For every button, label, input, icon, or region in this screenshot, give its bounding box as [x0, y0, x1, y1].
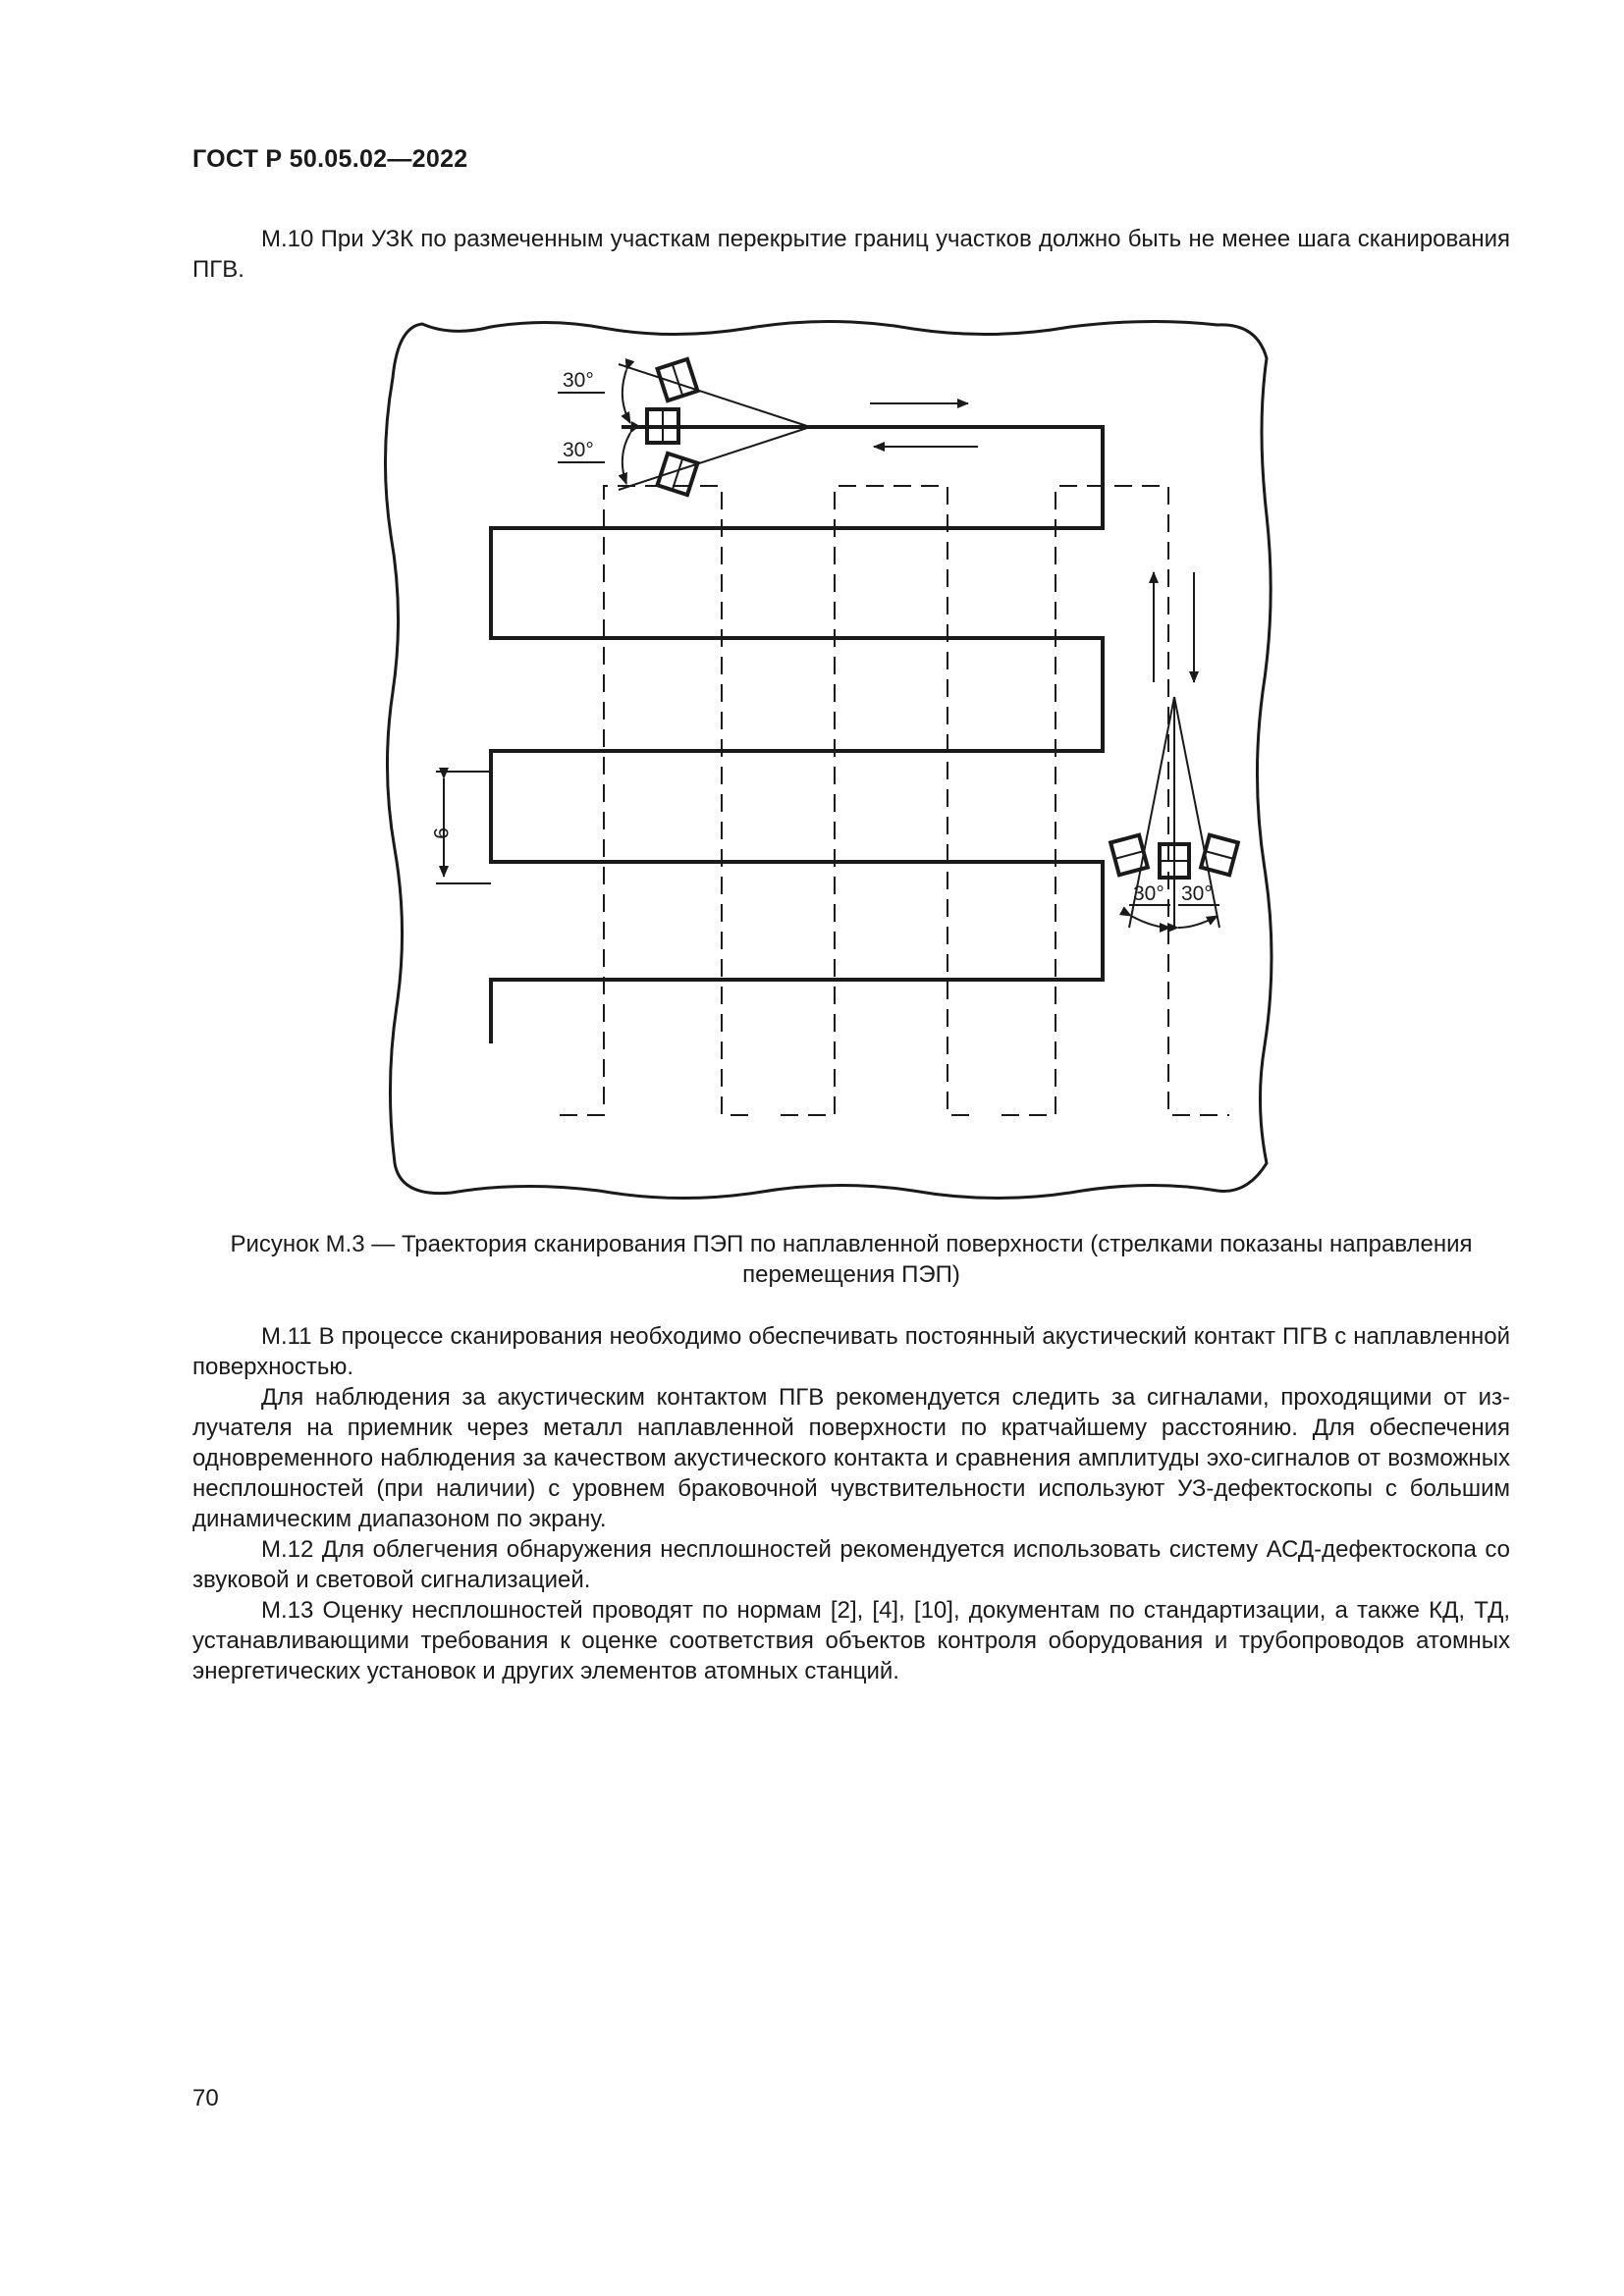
scanning-path	[491, 427, 1103, 1043]
body-text	[192, 1321, 1510, 1686]
paragraph-m12: М.12 Для облегчения обнаружения несплошностей рекомендуется использовать систему АСД-дефектоскопа со звуковой и световой сигнализацией.	[192, 1536, 1510, 1593]
paragraph-m10: М.10 При УЗК по размеченным участкам перекрытие границ участков должно быть не менее шага сканирования ПГВ.	[192, 226, 1510, 283]
dashed-boundary-2	[781, 486, 977, 1115]
paragraph-m13: М.13 Оценку несплошностей проводят по нормам [2], [4], [10], документам по стандартизации, а также КД, ТД, устанавливающими требования к оценке соответствия объектов контроля оборудования и трубопроводов атомных энергетических установок и других элементов атомных станций.	[192, 1597, 1510, 1684]
paragraph-m11: М.11 В процессе сканирования необходимо обеспечивать постоянный акустический контакт ПГВ с наплавленной поверхностью.	[192, 1323, 1510, 1380]
surface-outline	[385, 321, 1272, 1198]
angle-label-right-left: 30°	[1133, 882, 1164, 905]
paragraph-m11-note: Для наблюдения за акустическим контактом ПГВ рекомендуется следить за сигналами, проходящими от излучателя на приемник через металл наплавленной поверхности по кратчайшему расстоянию. Для обеспечения одновременного наблюдения за качеством акустического контакта и сравнения амплитуды эхо-сигналов от возможных несплошностей (при наличии) с уровнем браковочной чувствительности используют УЗ-дефектоскопы с большим динамическим диапазоном по экрану.	[192, 1384, 1510, 1532]
dashed-area-boundaries	[560, 486, 1229, 1115]
angle-label-right-right: 30°	[1181, 882, 1213, 905]
dashed-boundary-1	[560, 486, 754, 1115]
transducer-group-top	[558, 359, 810, 495]
step-dimension-label: 9	[429, 828, 452, 839]
transducer-group-right	[1110, 697, 1238, 928]
page-number: 70	[192, 2085, 219, 2111]
angle-label-top-lower: 30°	[563, 439, 594, 461]
figure-scanning-trajectory	[383, 319, 1316, 1202]
angle-label-top-upper: 30°	[563, 369, 594, 392]
document-header: ГОСТ Р 50.05.02—2022	[192, 145, 468, 173]
figure-caption: Рисунок М.3 — Траектория сканирования ПЭП по наплавленной поверхности (стрелками показаны направления перемещения ПЭП)	[230, 1231, 1473, 1288]
